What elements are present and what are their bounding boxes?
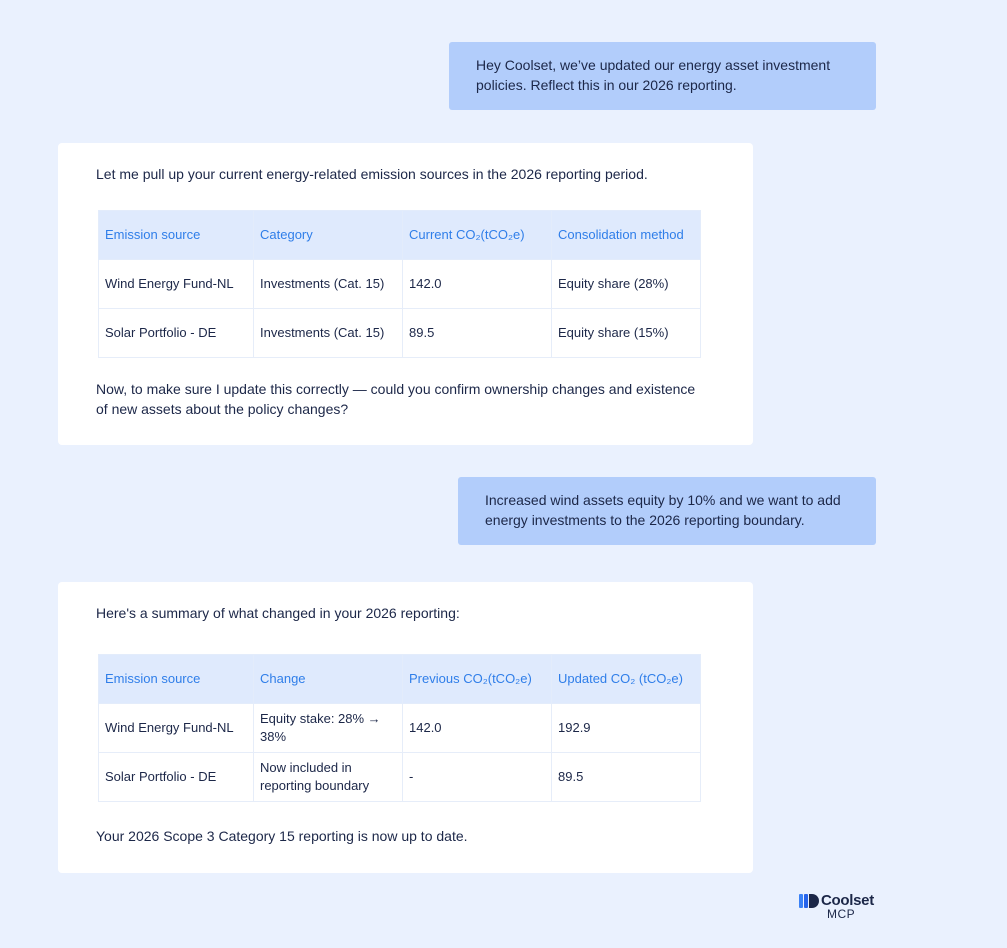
header-updated-co2: Updated CO₂ (tCO₂e) (552, 655, 701, 704)
emission-sources-table (98, 210, 701, 358)
user-message-1 (449, 42, 876, 110)
brand-sub: MCP (827, 907, 856, 921)
assistant-message-1 (58, 143, 753, 445)
header-current-co2: Current CO₂(tCO₂e) (403, 211, 552, 260)
cell-updated-co2: 89.5 (552, 753, 701, 802)
table-header-row (99, 211, 701, 260)
table-header-row (99, 655, 701, 704)
assistant-message-1-intro: Let me pull up your current energy-related emission sources in the 2026 reporting period. (96, 166, 648, 182)
cell-change: Equity stake: 28% → 38% (254, 704, 403, 753)
header-emission-source: Emission source (99, 655, 254, 704)
cell-consolidation-method: Equity share (28%) (552, 260, 701, 309)
assistant-message-2-intro: Here's a summary of what changed in your 2026 reporting: (96, 605, 460, 621)
table-row (99, 309, 701, 358)
cell-current-co2: 142.0 (403, 260, 552, 309)
cell-updated-co2: 192.9 (552, 704, 701, 753)
cell-change: Now included in reporting boundary (254, 753, 403, 802)
brand-name: Coolset (821, 892, 874, 909)
header-change: Change (254, 655, 403, 704)
cell-current-co2: 89.5 (403, 309, 552, 358)
cell-consolidation-method: Equity share (15%) (552, 309, 701, 358)
summary-table (98, 654, 701, 802)
table-row (99, 260, 701, 309)
cell-category: Investments (Cat. 15) (254, 260, 403, 309)
table-row (99, 753, 701, 802)
cell-emission-source: Wind Energy Fund-NL (99, 704, 254, 753)
coolset-logo-icon (799, 893, 819, 909)
header-consolidation-method: Consolidation method (552, 211, 701, 260)
user-message-1-text: Hey Coolset, we’ve updated our energy asset investment policies. Reflect this in our 2026 reporting. (476, 57, 831, 93)
user-message-2 (458, 477, 876, 545)
header-category: Category (254, 211, 403, 260)
assistant-message-2-outro: Your 2026 Scope 3 Category 15 reporting is now up to date. (96, 828, 468, 844)
cell-previous-co2: - (403, 753, 552, 802)
assistant-message-1-outro: Now, to make sure I update this correctly — could you confirm ownership changes and existence of new assets about the policy changes? (96, 381, 696, 417)
user-message-2-text: Increased wind assets equity by 10% and we want to add energy investments to the 2026 reporting boundary. (485, 492, 841, 528)
coolset-logo (799, 892, 879, 922)
header-emission-source: Emission source (99, 211, 254, 260)
cell-emission-source: Solar Portfolio - DE (99, 309, 254, 358)
cell-previous-co2: 142.0 (403, 704, 552, 753)
cell-emission-source: Solar Portfolio - DE (99, 753, 254, 802)
cell-category: Investments (Cat. 15) (254, 309, 403, 358)
table-row (99, 704, 701, 753)
header-previous-co2: Previous CO₂(tCO₂e) (403, 655, 552, 704)
cell-emission-source: Wind Energy Fund-NL (99, 260, 254, 309)
assistant-message-2 (58, 582, 753, 873)
